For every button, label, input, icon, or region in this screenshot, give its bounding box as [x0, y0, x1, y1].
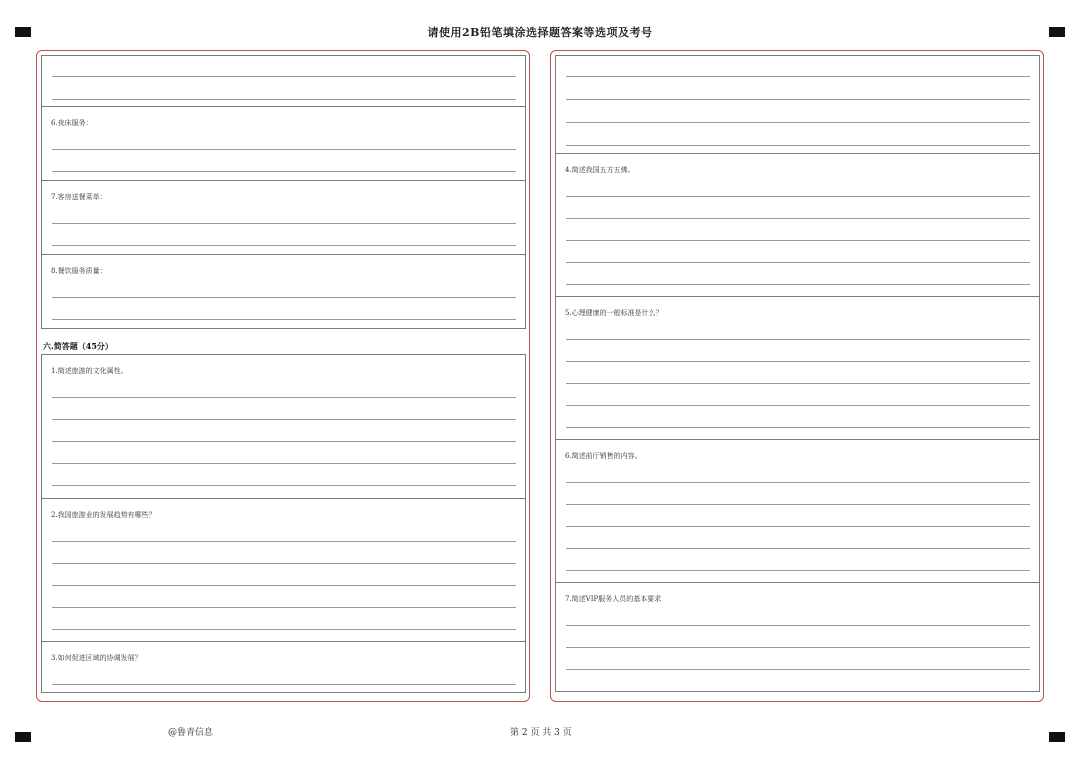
page-title: 请使用2B铅笔填涂选择题答案等选项及考号 [427, 26, 653, 39]
answer-block-q6 [41, 106, 526, 181]
answer-block-q7 [555, 582, 1040, 692]
question-label: 3.如何促进区域的协调发展？ [51, 654, 142, 662]
answer-line [566, 262, 1030, 263]
answer-block-q6 [555, 439, 1040, 583]
answer-line [52, 485, 516, 486]
answer-line [566, 99, 1030, 100]
question-label: 2.我国旅游业的发展趋势有哪些？ [51, 511, 156, 519]
footer-page-number: 第 2 页 共 3 页 [510, 728, 572, 738]
question-label: 8.餐饮服务质量： [51, 267, 107, 275]
answer-block-q4 [555, 153, 1040, 297]
answer-block-q5 [555, 296, 1040, 440]
question-label: 7.简述VIP服务人员的基本要求 [565, 595, 662, 603]
answer-line [566, 647, 1030, 648]
section-title: 六.简答题（45分） [43, 341, 113, 351]
answer-line [566, 218, 1030, 219]
question-label: 4.简述我国五方五佛。 [565, 166, 635, 174]
question-label: 1.简述旅游的文化属性。 [51, 367, 128, 375]
answer-line [566, 504, 1030, 505]
answer-line [52, 419, 516, 420]
footer-source: @鲁青信息 [168, 728, 214, 738]
answer-line [566, 625, 1030, 626]
answer-block-q8 [41, 254, 526, 329]
answer-line [52, 223, 516, 224]
question-label: 7.客房送餐菜单： [51, 193, 107, 201]
answer-line [52, 563, 516, 564]
answer-block-sa2 [41, 498, 526, 642]
answer-line [566, 145, 1030, 146]
answer-line [52, 297, 516, 298]
answer-line [566, 361, 1030, 362]
answer-block-q7 [41, 180, 526, 255]
answer-line [566, 383, 1030, 384]
answer-line [52, 319, 516, 320]
answer-line [52, 99, 516, 100]
answer-line [566, 482, 1030, 483]
answer-line [566, 669, 1030, 670]
answer-block-continued [41, 55, 526, 107]
answer-line [566, 76, 1030, 77]
answer-line [52, 585, 516, 586]
answer-line [566, 122, 1030, 123]
registration-mark-bottom-left [15, 732, 31, 742]
answer-line [52, 149, 516, 150]
answer-line [52, 684, 516, 685]
answer-block-sa1 [41, 354, 526, 499]
answer-line [52, 245, 516, 246]
answer-line [566, 339, 1030, 340]
answer-line [566, 405, 1030, 406]
answer-line [566, 427, 1030, 428]
answer-line [566, 526, 1030, 527]
answer-line [566, 284, 1030, 285]
left-answer-frame [36, 50, 530, 702]
answer-line [566, 240, 1030, 241]
answer-line [52, 607, 516, 608]
answer-line [52, 171, 516, 172]
answer-line [52, 76, 516, 77]
answer-line [566, 570, 1030, 571]
question-label: 6.简述前厅销售的内容。 [565, 452, 642, 460]
answer-block-continued [555, 55, 1040, 154]
answer-block-sa3 [41, 641, 526, 693]
question-label: 5.心理健康的一般标准是什么？ [565, 309, 663, 317]
registration-mark-bottom-right [1049, 732, 1065, 742]
answer-line [52, 541, 516, 542]
answer-line [52, 441, 516, 442]
answer-line [52, 463, 516, 464]
right-answer-frame [550, 50, 1044, 702]
question-label: 6.夜床服务： [51, 119, 93, 127]
answer-line [566, 548, 1030, 549]
answer-line [566, 196, 1030, 197]
answer-line [52, 397, 516, 398]
answer-line [52, 629, 516, 630]
